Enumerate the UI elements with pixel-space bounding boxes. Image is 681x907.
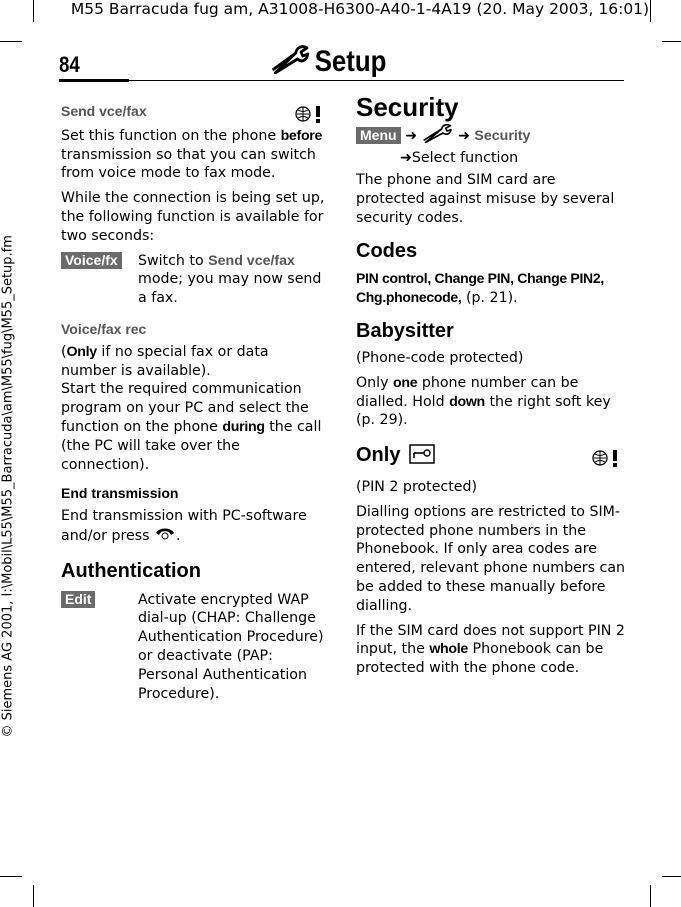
page-number: 84 [59,52,80,77]
voice-fx-description: Switch to Send vce/fax mode; you may now send a fax. [138,252,322,307]
page-title [270,44,386,82]
copyright-sidebar: © Siemens AG 2001, I:\Mobil\L55\M55_Barracuda\am\M55\fug\M55_Setup.fm [0,235,16,738]
security-heading: Security [356,92,459,122]
menu-path [356,123,626,168]
end-call-key-icon [154,526,176,546]
crop-mark [33,0,34,22]
page-title-text: Setup [314,44,387,78]
network-service-icon [291,104,325,130]
crop-mark [0,876,22,877]
network-service-icon [588,448,622,474]
document-header: M55 Barracuda fug am, A31008-H6300-A40-1-4A19 (20. May 2003, 16:01) [70,0,650,18]
voice-fax-rec-p2: Start the required communication program on your PC and select the function on the phone during the call (the PC will take over the connection). [61,381,322,473]
menu-softkey[interactable]: Menu [356,127,401,144]
only-p2: Dialling options are restricted to SIM-protected phone numbers in the Phonebook. If only area codes are entered, relevant phone numbers can be added to these manually before dialling. [356,503,626,614]
end-transmission-section [61,484,327,545]
crop-mark [662,41,681,42]
voice-fx-softkey[interactable]: Voice/fx [61,252,122,269]
voice-fax-rec-heading: Voice/fax rec [61,320,147,337]
codes-text: PIN control, Change PIN, Change PIN2, Chg.phonecode, (p. 21). [356,269,604,307]
crop-mark [0,41,22,42]
babysitter-p2: Only one phone number can be dialled. Hold down the right soft key (p. 29). [356,374,611,429]
menu-path-security: Security [474,127,531,144]
arrow-icon: ➜ [458,127,470,144]
only-p1: (PIN 2 protected) [356,478,478,495]
babysitter-p1: (Phone-code protected) [356,349,524,366]
send-vce-fax-heading: Send vce/fax [61,103,147,119]
voice-fax-rec-section [61,320,327,474]
crop-mark [662,876,681,877]
end-transmission-text: End transmission with PC-software and/or press . [61,508,307,544]
edit-row [61,591,327,704]
authentication-heading: Authentication [61,559,201,582]
arrow-icon: ➜ [405,127,417,144]
sim-lock-icon [409,444,435,470]
babysitter-heading: Babysitter [356,320,454,343]
arrow-icon: ➜ [400,149,412,166]
security-intro: The phone and SIM card are protected against misuse by several security codes. [356,172,615,226]
only-heading: Only [356,444,401,467]
only-section [356,444,626,470]
authentication-section [61,559,327,704]
select-function-line: ➜Select function [400,149,519,166]
header-rule-thick [59,79,129,82]
wrench-icon [270,44,310,82]
end-transmission-heading: End transmission [61,485,179,502]
voice-fax-rec-p1: (Only if no special fax or data number is available). [61,343,269,379]
header-rule [129,80,624,81]
left-column [61,102,327,709]
voice-fx-row [61,252,327,308]
codes-heading: Codes [356,239,418,262]
wrench-icon [421,123,453,149]
edit-description: Activate encrypted WAP dial-up (CHAP: Challenge Authentication Procedure) or deactivate (PAP: Personal Authentication Procedure). [138,591,324,702]
send-vce-fax-p1: Set this function on the phone before transmission so that you can switch from voice mode to fax mode. [61,127,323,182]
crop-mark [33,885,34,907]
send-vce-fax-section [61,102,327,308]
only-p3: If the SIM card does not support PIN 2 input, the whole Phonebook can be protected with the phone code. [356,622,625,677]
send-vce-fax-p2: While the connection is being set up, the following function is available for two seconds: [61,190,325,244]
right-column [356,92,626,684]
crop-mark [650,885,651,907]
edit-softkey[interactable]: Edit [61,591,95,608]
